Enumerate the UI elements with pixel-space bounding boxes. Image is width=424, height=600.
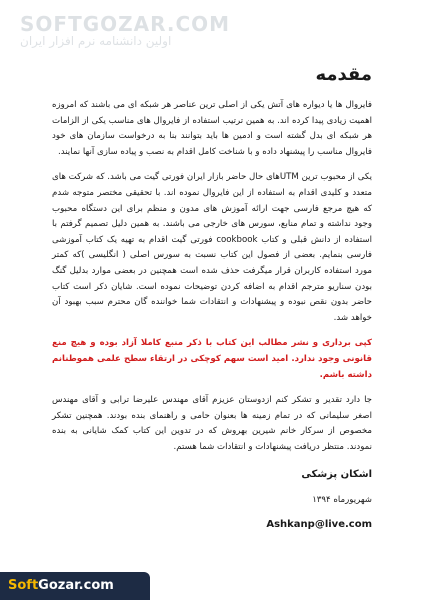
softgozar-watermark <box>20 14 240 48</box>
author-email: Ashkanp@live.com <box>266 518 372 530</box>
brand-suffix: Gozar.com <box>38 578 114 593</box>
author-name: اشکان پزشکی <box>301 469 372 481</box>
softgozar-logo-badge <box>0 572 150 600</box>
watermark-tagline: اولین دانشنامه نرم افزار ایران <box>20 34 172 48</box>
page-title: مقدمه <box>315 64 372 85</box>
paragraph-intro: فایروال ها یا دیواره های آتش یکی از اصلی ترین عناصر هر شبکه ای می باشند که امروزه اهمیت زیادی پیدا کرده اند. به همین ترتیب استفاده از فایروال های مناسب یکی از الزامات هر شبکه ای بدل گشته است و ادمین ها باید بتوانند بنا به درخواست سازمان های خود فایروال مناسب را پیشنهاد داده و با شناخت کامل اقدام به نصب و پیاده سازی آنها نمایند. <box>52 100 372 157</box>
paragraph-acknowledgements: جا دارد تقدیر و تشکر کنم ازدوستان عزیزم آقای مهندس علیرضا ترابی و آقای مهندس اصغر سلیمانی که در تمام زمینه ها بعنوان حامی و راهنمای بنده بودند. همچنین تشکر مخصوص از سرکار خانم شیرین بهروش که در تدوین این کتاب کمک شایانی به بنده نمودند. منتظر دریافت پیشنهادات و انتقادات شما هستم. <box>52 395 372 452</box>
brand-text <box>8 578 114 593</box>
watermark-brand: SOFTGOZAR.COM <box>20 12 231 36</box>
paragraph-fortigate: یکی از محبوب ترین UTMهای حال حاضر بازار ایران فورتی گیت می باشد. که شرکت های متعدد و کلیدی اقدام به استفاده از این فایروال نموده اند. با تحقیقی مختصر متوجه شدم که هیچ مرجع فارسی جهت ارائه آموزش های مدون و منظم برای این دستگاه محبوب وجود نداشته و تمام منابع، سورس های خارجی می باشند. به همین دلیل تصمیم گرفتم با استفاده از دانش قبلی و کتاب cookbook فورتی گیت اقدام به تهیه یک کتاب آموزشی فارسی بنمایم. بعضی از فصول این کتاب نسبت به سورس اصلی ( انگلیسی )که کمتر مورد استفاده کاربران قرار میگرفت حذف شده است همچنین در بعضی موارد بدلیل گنگ بودن سناریو مترجم اقدام به اضافه کردن توضیحات نموده است. شایان ذکر است کتاب حاضر بدون نقص نبوده و پیشنهادات و انتقادات شما خواننده گان محترم سبب بهبود آن خواهد شد. <box>52 172 372 323</box>
document-body <box>52 98 372 532</box>
brand-prefix: Soft <box>8 578 39 593</box>
paragraph-copyright-notice: کپی برداری و نشر مطالب این کتاب با ذکر منبع کاملا آزاد بوده و هیچ منع قانونی وجود ندارد. امید است سهم کوچکی در ارتقاء سطح علمی هموطنانم داشته باشم. <box>52 338 372 380</box>
publish-date: شهریورماه ۱۳۹۴ <box>312 495 372 506</box>
